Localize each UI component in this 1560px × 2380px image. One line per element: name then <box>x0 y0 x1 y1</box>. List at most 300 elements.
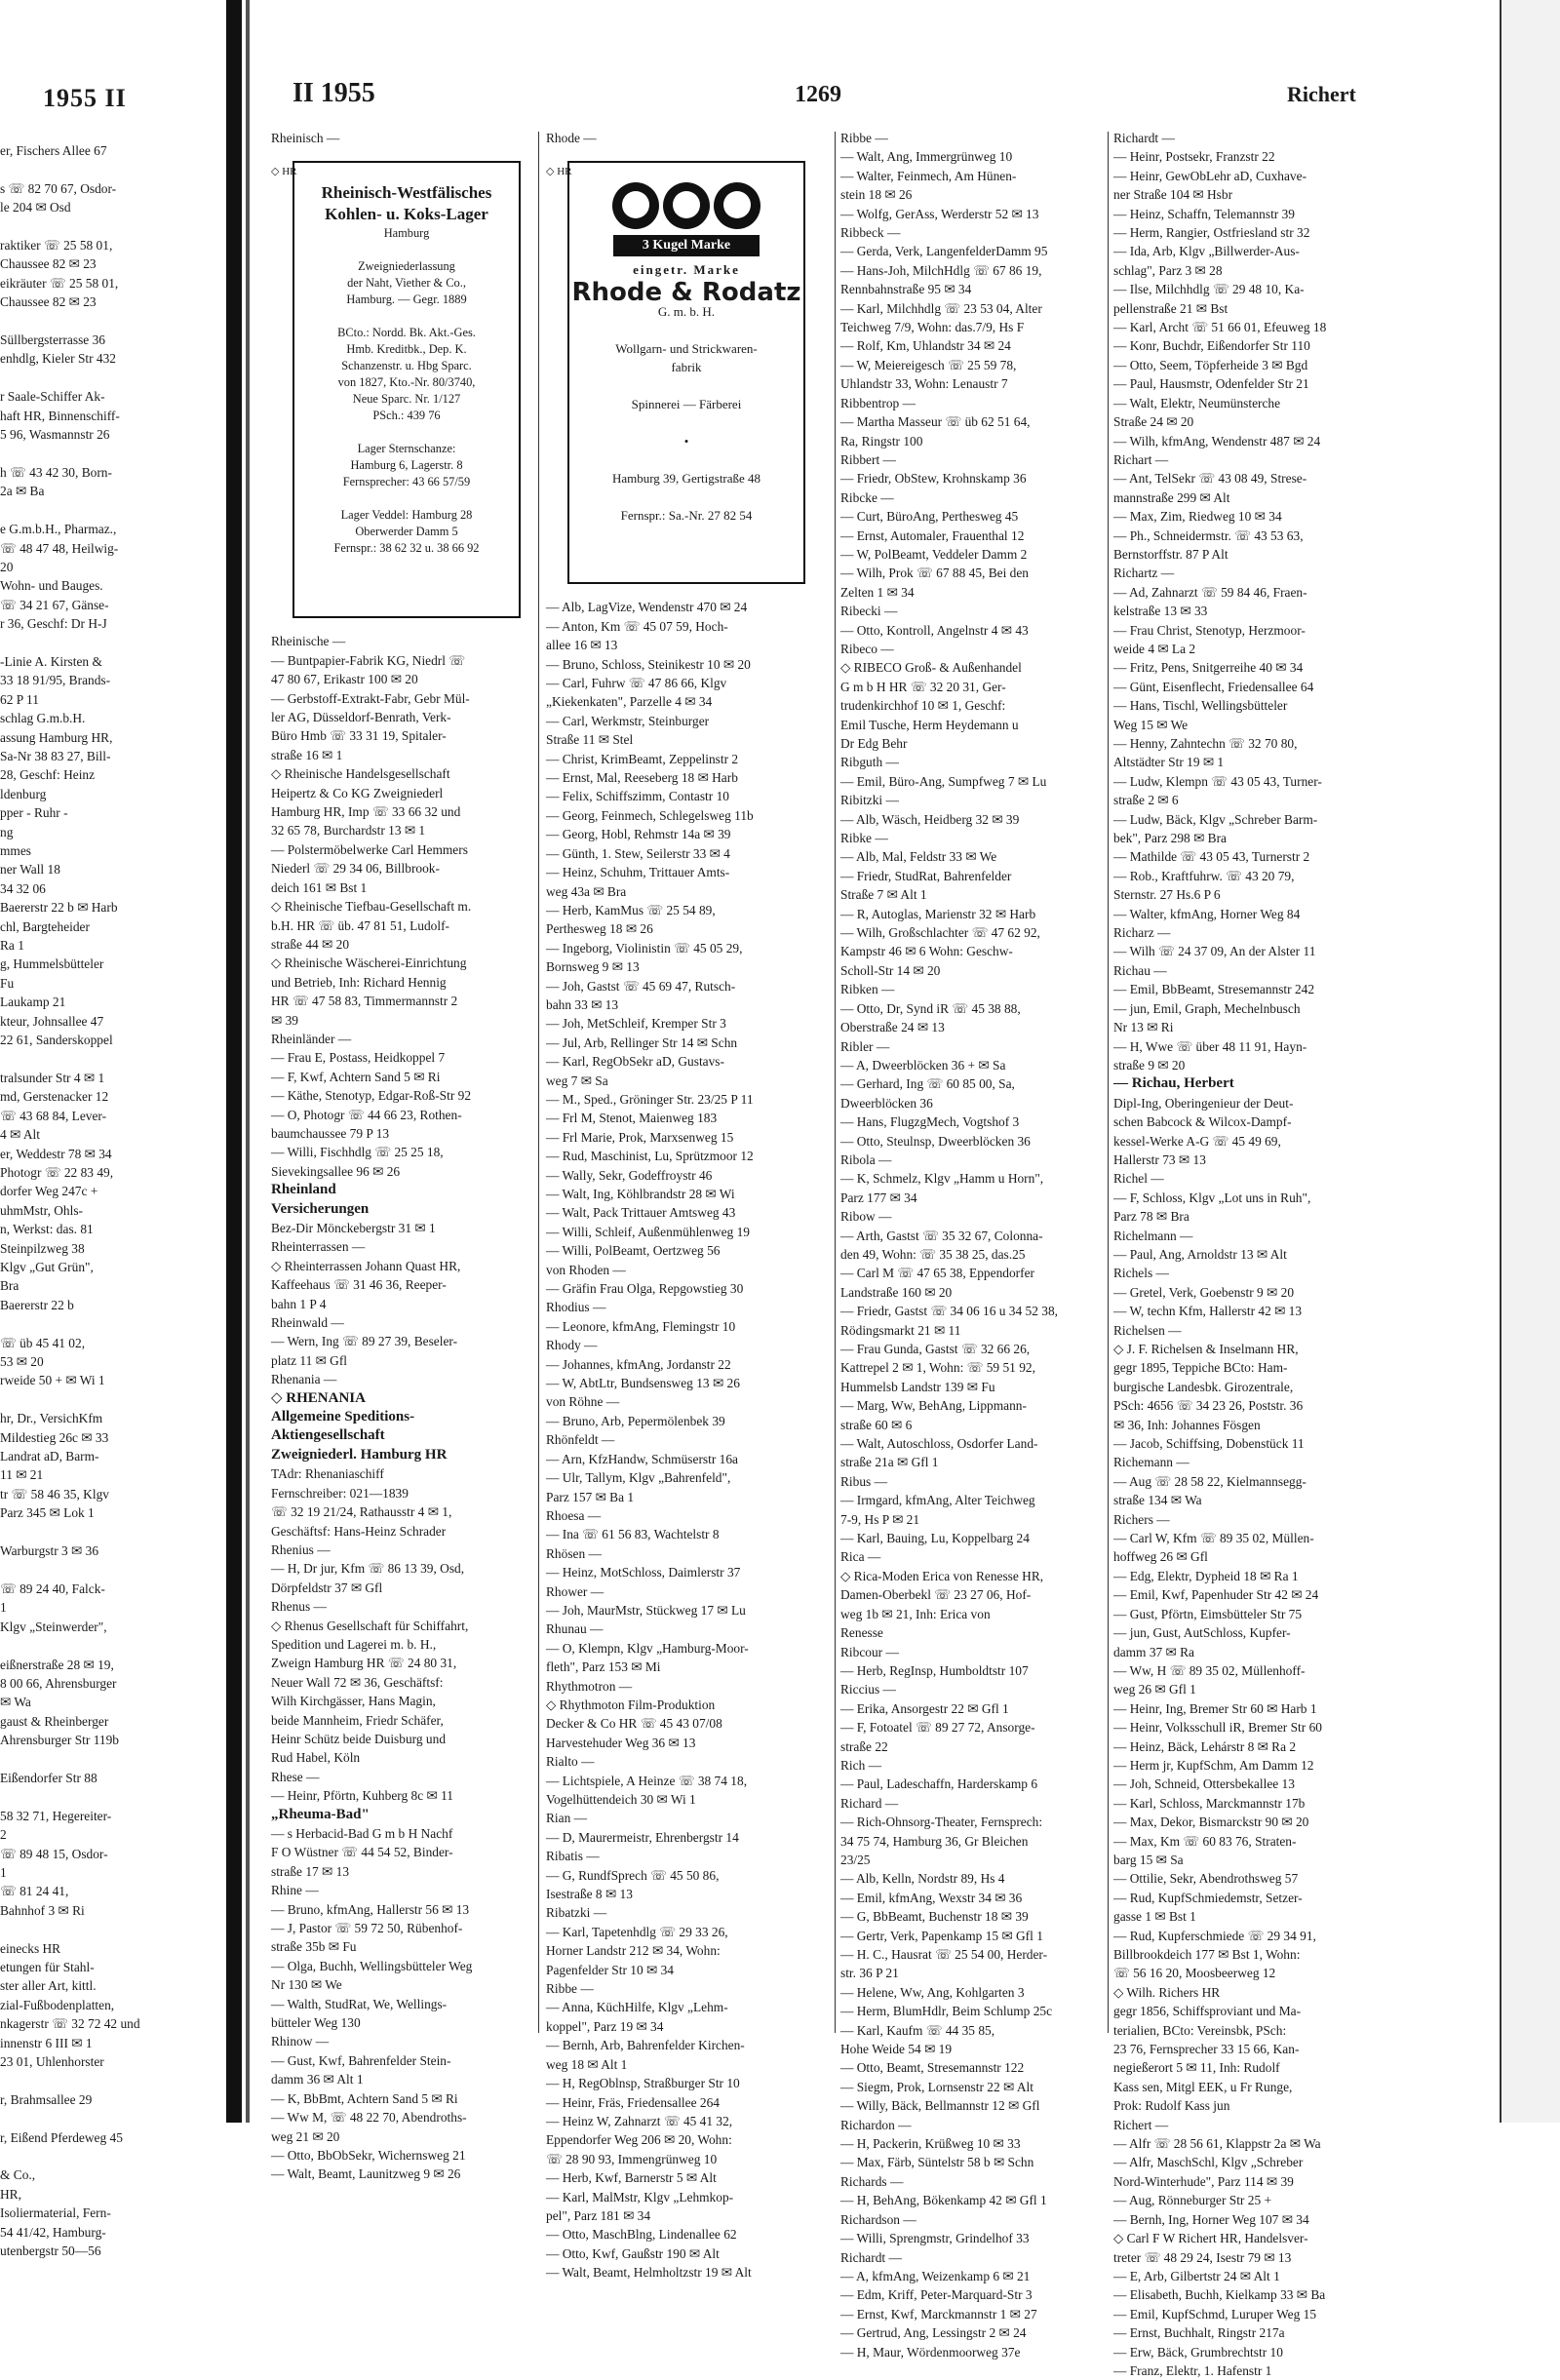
directory-entry: Emil Tusche, Herm Heydemann u <box>840 717 1019 732</box>
directory-entry: ☏ 28 90 93, Immengrünweg 10 <box>546 2151 718 2166</box>
directory-entry: Rhenus — <box>271 1599 327 1615</box>
directory-entry: barg 15 ✉ Sa <box>1113 1852 1184 1867</box>
directory-entry: — Alb, Mal, Feldstr 33 ✉ We <box>840 849 997 865</box>
directory-entry: — Franz, Elektr, 1. Hafenstr 1 <box>1113 2362 1272 2378</box>
ad-line <box>569 413 803 432</box>
directory-entry: Renesse <box>840 1625 883 1641</box>
directory-entry: — Alfr, MaschSchl, Klgv „Schreber <box>1113 2155 1304 2170</box>
directory-entry: Versicherungen <box>271 1200 370 1217</box>
directory-line: r 36, Geschf: Dr H-J <box>0 616 107 632</box>
directory-entry: Eppendorfer Weg 206 ✉ 20, Wohn: <box>546 2132 732 2148</box>
column-rule <box>538 132 539 2033</box>
directory-entry: G m b H HR ☏ 32 20 31, Ger- <box>840 679 1006 694</box>
directory-entry: Spedition und Lagerei m. b. H., <box>271 1636 437 1652</box>
column-rule <box>835 132 836 2033</box>
directory-entry: — Frau E, Postass, Heidkoppel 7 <box>271 1050 446 1066</box>
directory-line: n, Werkst: das. 81 <box>0 1222 94 1237</box>
directory-line: ng <box>0 824 14 839</box>
directory-entry: Harvestehuder Weg 36 ✉ 13 <box>546 1735 696 1750</box>
directory-line: Chaussee 82 ✉ 23 <box>0 256 97 272</box>
directory-entry: Neuer Wall 72 ✉ 36, Geschäftsf: <box>271 1674 444 1690</box>
directory-entry: — F, Kwf, Achtern Sand 5 ✉ Ri <box>271 1069 441 1084</box>
directory-entry: Bernstorffstr. 87 P Alt <box>1113 546 1228 562</box>
directory-line <box>0 1390 219 1409</box>
directory-entry: Geschäftsf: Hans-Heinz Schrader <box>271 1523 447 1539</box>
directory-entry: straße 44 ✉ 20 <box>271 936 350 952</box>
directory-line: 62 P 11 <box>0 691 39 707</box>
directory-line: Süllbergsterrasse 36 <box>0 332 105 348</box>
directory-line: 58 32 71, Hegereiter- <box>0 1808 112 1823</box>
directory-line: r, Brahmsallee 29 <box>0 2091 93 2107</box>
directory-entry: — Rob., Kraftfuhrw. ☏ 43 20 79, <box>1113 868 1295 883</box>
directory-entry: — Käthe, Stenotyp, Edgar-Roß-Str 92 <box>271 1088 472 1104</box>
directory-line <box>0 501 219 520</box>
directory-line: 2a ✉ Ba <box>0 484 45 499</box>
directory-entry: — Emil, Kwf, Papenhuder Str 42 ✉ 24 <box>1113 1587 1319 1603</box>
directory-entry: — Carl, Werkmstr, Steinburger <box>546 713 710 728</box>
advertisement-rhode-rodatz <box>546 161 805 584</box>
directory-entry: b.H. HR ☏ üb. 47 81 51, Ludolf- <box>271 917 450 933</box>
directory-entry: — Ernst, Kwf, Marckmannstr 1 ✉ 27 <box>840 2306 1037 2321</box>
directory-entry: — Heinz W, Zahnarzt ☏ 45 41 32, <box>546 2113 733 2128</box>
directory-entry: Sievekingsallee 96 ✉ 26 <box>271 1163 401 1179</box>
directory-entry: Ribow — <box>840 1209 892 1225</box>
directory-entry: — A, Dweerblöcken 36 + ✉ Sa <box>840 1057 1006 1073</box>
directory-line: schlag G.m.b.H. <box>0 711 86 726</box>
directory-entry: — Frau Christ, Stenotyp, Herzmoor- <box>1113 622 1306 638</box>
directory-entry: straße 60 ✉ 6 <box>840 1417 913 1432</box>
directory-entry: straße 17 ✉ 13 <box>271 1863 350 1879</box>
directory-entry: — Walt, Ing, Köhlbrandstr 28 ✉ Wi <box>546 1187 735 1201</box>
directory-entry: Decker & Co HR ☏ 45 43 07/08 <box>546 1716 722 1732</box>
directory-entry: — Frl M, Stenot, Maienweg 183 <box>546 1111 718 1126</box>
directory-entry: Zweign Hamburg HR ☏ 24 80 31, <box>271 1656 457 1671</box>
directory-line: Laukamp 21 <box>0 995 66 1010</box>
directory-line: 5 96, Wasmannstr 26 <box>0 427 110 443</box>
directory-entry: Ribola — <box>840 1151 892 1167</box>
directory-entry: TAdr: Rhenaniaschiff <box>271 1466 384 1482</box>
ad-line: Neue Sparc. Nr. 1/127 <box>352 392 461 407</box>
directory-entry: Landstraße 160 ✉ 20 <box>840 1284 953 1300</box>
directory-entry: — Frau Gunda, Gastst ☏ 32 66 26, <box>840 1342 1031 1356</box>
directory-entry: — Gertrud, Ang, Lessingstr 2 ✉ 24 <box>840 2325 1027 2341</box>
directory-entry: Richel — <box>1113 1171 1164 1187</box>
directory-entry: Rheinland <box>271 1182 336 1198</box>
directory-line: ✉ Wa <box>0 1695 31 1710</box>
directory-entry: damm 36 ✉ Alt 1 <box>271 2072 364 2087</box>
directory-line: Photogr ☏ 22 83 49, <box>0 1164 114 1180</box>
directory-entry: — Günt, Eisenflecht, Friedensallee 64 <box>1113 679 1314 694</box>
column-3 <box>840 129 1115 2361</box>
directory-line: einecks HR <box>0 1940 61 1956</box>
directory-entry: — Aug ☏ 28 58 22, Kielmannsegg- <box>1113 1473 1306 1489</box>
directory-entry: — s Herbacid-Bad G m b H Nachf <box>271 1826 453 1841</box>
directory-entry: und Betrieb, Inh: Richard Hennig <box>271 974 447 990</box>
ad-line: Fernsprecher: 43 66 57/59 <box>342 475 471 489</box>
directory-entry: — Irmgard, kfmAng, Alter Teichweg <box>840 1493 1035 1508</box>
directory-entry: ◇ Rhenus Gesellschaft für Schiffahrt, <box>271 1618 469 1633</box>
directory-line: zial-Fußbodenplatten, <box>0 1997 115 2012</box>
three-balls-logo <box>569 182 803 229</box>
directory-line: Bahnhof 3 ✉ Ri <box>0 1902 85 1918</box>
directory-entry: — Siegm, Prok, Lornsenstr 22 ✉ Alt <box>840 2079 1034 2094</box>
directory-entry: — Herb, Kwf, Barnerstr 5 ✉ Alt <box>546 2170 717 2186</box>
directory-entry: Hamburg HR, Imp ☏ 33 66 32 und <box>271 804 461 820</box>
ad-line: Hamburg. — Gegr. 1889 <box>346 293 467 307</box>
directory-line: r, Eißend Pferdeweg 45 <box>0 2129 123 2145</box>
directory-line <box>0 1787 219 1806</box>
directory-entry: gegr 1856, Schiffsproviant und Ma- <box>1113 2004 1302 2019</box>
directory-entry: — Heinr, Postsekr, Franzstr 22 <box>1113 149 1275 165</box>
directory-entry: — Alb, LagVize, Wendenstr 470 ✉ 24 <box>546 600 748 615</box>
directory-entry: Dr Edg Behr <box>840 736 908 751</box>
directory-line <box>0 445 219 463</box>
directory-entry: Heinr Schütz beide Duisburg und <box>271 1731 447 1746</box>
directory-entry: — Bruno, Arb, Pepermölenbek 39 <box>546 1413 725 1428</box>
directory-entry: — Leonore, kfmAng, Flemingstr 10 <box>546 1318 736 1334</box>
directory-line: eikräuter ☏ 25 58 01, <box>0 275 119 291</box>
directory-entry: Ribecki — <box>840 604 898 619</box>
ball-icon <box>714 182 760 229</box>
directory-entry: — jun, Emil, Graph, Mechelnbusch <box>1113 1000 1301 1016</box>
directory-entry: — Ernst, Buchhalt, Ringstr 217a <box>1113 2325 1285 2341</box>
directory-entry: ◇ J. F. Richelsen & Inselmann HR, <box>1113 1342 1299 1356</box>
directory-entry: Rheinwald — <box>271 1315 344 1331</box>
ad-line: G. m. b. H. <box>657 304 716 320</box>
directory-line: mmes <box>0 843 31 859</box>
directory-entry: — Ludw, Bäck, Klgv „Schreber Barm- <box>1113 811 1318 827</box>
directory-entry: Straße 11 ✉ Stel <box>546 732 634 748</box>
directory-entry: — Olga, Buchh, Wellingsbütteler Weg <box>271 1958 473 1973</box>
directory-entry: — Karl, Tapetenhdlg ☏ 29 33 26, <box>546 1924 728 1939</box>
ad-line <box>294 242 519 258</box>
directory-entry: Ribus — <box>840 1473 887 1489</box>
directory-entry: — Heinr, Pförtn, Kuhberg 8c ✉ 11 <box>271 1788 453 1804</box>
directory-entry: — Walter, Feinmech, Am Hünen- <box>840 168 1017 183</box>
directory-entry: — Otto, MaschBlng, Lindenallee 62 <box>546 2227 737 2243</box>
hr-marker: ◇ HR <box>546 166 572 178</box>
directory-entry: Rhodius — <box>546 1300 606 1315</box>
directory-entry: — Richau, Herbert <box>1113 1075 1234 1092</box>
directory-entry: — Karl, Kaufm ☏ 44 35 85, <box>840 2022 995 2038</box>
directory-entry: deich 161 ✉ Bst 1 <box>271 879 368 895</box>
directory-entry: Zweigniederl. Hamburg HR <box>271 1446 448 1463</box>
directory-entry: — Karl, Bauing, Lu, Koppelbarg 24 <box>840 1531 1030 1546</box>
directory-entry: — O, Photogr ☏ 44 66 23, Rothen- <box>271 1107 462 1122</box>
directory-entry: Ribguth — <box>840 755 899 770</box>
ad-line: Hamburg <box>383 226 430 241</box>
directory-entry: 23/25 <box>840 1852 871 1867</box>
ad-line: Fernspr.: 38 62 32 u. 38 66 92 <box>333 541 480 556</box>
directory-line: 53 ✉ 20 <box>0 1354 44 1369</box>
directory-line: ☏ 48 47 48, Heilwig- <box>0 540 119 556</box>
directory-entry: weg 1b ✉ 21, Inh: Erica von <box>840 1606 991 1621</box>
directory-line: utenbergstr 50—56 <box>0 2243 101 2259</box>
directory-entry: — Wilh, Prok ☏ 67 88 45, Bei den <box>840 566 1030 581</box>
directory-line: eißnerstraße 28 ✉ 19, <box>0 1657 114 1672</box>
directory-entry: koppel", Parz 19 ✉ 34 <box>546 2018 664 2034</box>
directory-entry: allee 16 ✉ 13 <box>546 638 618 653</box>
directory-entry: bek", Parz 298 ✉ Bra <box>1113 831 1227 846</box>
directory-entry: Rhönfeldt — <box>546 1432 615 1448</box>
directory-entry: — Gretel, Verk, Goebenstr 9 ✉ 20 <box>1113 1284 1295 1300</box>
directory-entry: Ribbert — <box>840 451 896 467</box>
directory-entry: 7-9, Hs P ✉ 21 <box>840 1511 920 1527</box>
directory-entry: — Max, Färb, Süntelstr 58 b ✉ Schn <box>840 2155 1034 2170</box>
directory-entry: Oberstraße 24 ✉ 13 <box>840 1020 945 1035</box>
directory-entry: Parz 157 ✉ Ba 1 <box>546 1489 635 1504</box>
directory-line: Sa-Nr 38 83 27, Bill- <box>0 749 111 763</box>
directory-entry: Richels — <box>1113 1266 1169 1281</box>
directory-entry: — Erw, Bäck, Grumbrechtstr 10 <box>1113 2344 1283 2360</box>
directory-entry: — Edg, Elektr, Dypheid 18 ✉ Ra 1 <box>1113 1568 1299 1583</box>
ad-line: Oberwerder Damm 5 <box>355 525 458 539</box>
directory-entry: — Herm, BlumHdlr, Beim Schlump 25c <box>840 2004 1053 2019</box>
directory-entry: — Aug, Rönneburger Str 25 + <box>1113 2193 1272 2208</box>
ad-line: Spinnerei — Färberei <box>631 397 742 412</box>
directory-line <box>0 1314 219 1333</box>
directory-entry: — Ernst, Automaler, Frauenthal 12 <box>840 527 1025 543</box>
directory-entry: baumchaussee 79 P 13 <box>271 1125 390 1141</box>
directory-entry: — Otto, Steulnsp, Dweerblöcken 36 <box>840 1133 1031 1149</box>
directory-line: 11 ✉ 21 <box>0 1467 44 1483</box>
column-2 <box>546 129 831 2282</box>
directory-entry: Richarz — <box>1113 925 1171 941</box>
directory-entry: — H, BehAng, Bökenkamp 42 ✉ Gfl 1 <box>840 2193 1047 2208</box>
directory-entry: — Wilh ☏ 24 37 09, An der Alster 11 <box>1113 944 1316 959</box>
directory-entry: str. 36 P 21 <box>840 1966 899 1981</box>
directory-entry: — Anna, KüchHilfe, Klgv „Lehm- <box>546 2000 728 2015</box>
directory-entry: — Willi, Schleif, Außenmühlenweg 19 <box>546 1224 750 1239</box>
directory-entry: — Elisabeth, Buchh, Kielkamp 33 ✉ Ba <box>1113 2287 1326 2303</box>
page-number: 1269 <box>795 82 841 107</box>
directory-line: g, Hummelsbütteler <box>0 956 104 972</box>
directory-line: ☏ 89 48 15, Osdor- <box>0 1846 108 1861</box>
directory-line: Baererstr 22 b ✉ Harb <box>0 900 118 916</box>
directory-entry: straße 2 ✉ 6 <box>1113 793 1179 808</box>
directory-entry: Rich — <box>840 1757 882 1773</box>
directory-entry: — Ludw, Klempn ☏ 43 05 43, Turner- <box>1113 773 1322 789</box>
directory-entry: — Joh, MaurMstr, Stückweg 17 ✉ Lu <box>546 1602 746 1618</box>
directory-entry: Richart — <box>1113 451 1169 467</box>
directory-entry: — Max, Km ☏ 60 83 76, Straten- <box>1113 1833 1297 1849</box>
directory-line: HR, <box>0 2186 21 2202</box>
directory-line: Klgv „Steinwerder", <box>0 1619 107 1634</box>
directory-entry: weg 21 ✉ 20 <box>271 2128 340 2144</box>
directory-entry: damm 37 ✉ Ra <box>1113 1644 1194 1659</box>
ad-line <box>294 424 519 441</box>
directory-entry: — H. C., Hausrat ☏ 25 54 00, Herder- <box>840 1947 1048 1962</box>
directory-entry: — Joh, Schneid, Ottersbekallee 13 <box>1113 1776 1295 1792</box>
directory-entry: straße 21a ✉ Gfl 1 <box>840 1455 939 1470</box>
directory-line <box>0 1750 219 1769</box>
directory-entry: ◇ RHENANIA <box>271 1389 366 1406</box>
directory-line: ldenburg <box>0 786 47 801</box>
directory-line: r Saale-Schiffer Ak- <box>0 389 105 405</box>
directory-entry: Hallerstr 73 ✉ 13 <box>1113 1151 1206 1167</box>
advertisement-kohlen-koks-lager <box>271 161 521 618</box>
brand-ribbon: 3 Kugel Marke <box>613 235 760 256</box>
directory-entry: Hummelsb Landstr 139 ✉ Fu <box>840 1379 995 1394</box>
directory-entry: — Curt, BüroAng, Perthesweg 45 <box>840 509 1019 525</box>
directory-entry: — Martha Masseur ☏ üb 62 51 64, <box>840 414 1031 430</box>
directory-entry: — Ph., Schneidermstr. ☏ 43 53 63, <box>1113 527 1304 543</box>
directory-entry: — W, PolBeamt, Veddeler Damm 2 <box>840 546 1028 562</box>
directory-entry: gegr 1895, Teppiche BCto: Ham- <box>1113 1360 1288 1376</box>
ad-line: Hamburg 39, Gertigstraße 48 <box>611 471 761 487</box>
directory-line: er, Weddestr 78 ✉ 34 <box>0 1146 112 1161</box>
directory-entry: bahn 33 ✉ 13 <box>546 996 619 1012</box>
directory-entry: Zelten 1 ✉ 34 <box>840 584 915 600</box>
directory-entry: Fernschreiber: 021—1839 <box>271 1485 409 1501</box>
directory-entry: beide Mannheim, Friedr Schäfer, <box>271 1712 444 1728</box>
directory-entry: Rhenius — <box>271 1541 331 1557</box>
book-gutter <box>226 0 242 2123</box>
directory-line: ☏ üb 45 41 02, <box>0 1335 86 1350</box>
directory-entry: — W, techn Kfm, Hallerstr 42 ✉ 13 <box>1113 1304 1303 1319</box>
directory-entry: — Ingeborg, Violinistin ☏ 45 05 29, <box>546 940 743 956</box>
directory-entry: — Helene, Ww, Ang, Kohlgarten 3 <box>840 1984 1025 2000</box>
directory-entry: — Bernh, Arb, Bahrenfelder Kirchen- <box>546 2038 745 2053</box>
directory-entry: — W, Meiereigesch ☏ 25 59 78, <box>840 357 1017 372</box>
directory-entry: — Konr, Buchdr, Eißendorfer Str 110 <box>1113 338 1310 354</box>
directory-entry: Ribbentrop — <box>840 395 916 410</box>
directory-entry: Büro Hmb ☏ 33 31 19, Spitaler- <box>271 728 447 744</box>
directory-entry: ◇ Rica-Moden Erica von Renesse HR, <box>840 1568 1044 1583</box>
directory-entry: Wilh Kirchgässer, Hans Magin, <box>271 1694 436 1709</box>
directory-entry: weg 18 ✉ Alt 1 <box>546 2056 628 2072</box>
directory-entry: Nord-Winterhude", Parz 114 ✉ 39 <box>1113 2173 1294 2189</box>
section-heading: Rheinisch — <box>271 131 340 145</box>
directory-entry: — Gräfin Frau Olga, Repgowstieg 30 <box>546 1281 744 1297</box>
directory-line: Eißendorfer Str 88 <box>0 1770 98 1785</box>
directory-entry: — Herb, RegInsp, Humboldtstr 107 <box>840 1662 1029 1678</box>
directory-entry: — Walth, StudRat, We, Wellings- <box>271 1996 448 2011</box>
directory-entry: Rica — <box>840 1549 881 1565</box>
directory-line: tralsunder Str 4 ✉ 1 <box>0 1070 105 1085</box>
ad-line: Hmb. Kreditbk., Dep. K. <box>346 342 467 357</box>
directory-entry: — J, Pastor ☏ 59 72 50, Rübenhof- <box>271 1921 463 1936</box>
directory-entry: Kampstr 46 ✉ 6 Wohn: Geschw- <box>840 944 1013 959</box>
directory-entry: — Ernst, Mal, Reeseberg 18 ✉ Harb <box>546 770 738 786</box>
directory-entry: — Heinz, Bäck, Lehárstr 8 ✉ Ra 2 <box>1113 1738 1297 1754</box>
directory-entry: weg 26 ✉ Gfl 1 <box>1113 1682 1196 1697</box>
directory-line <box>0 634 219 652</box>
directory-entry: — Herm, Rangier, Ostfriesland str 32 <box>1113 225 1310 241</box>
directory-line: Baererstr 22 b <box>0 1297 74 1312</box>
directory-line: ☏ 89 24 40, Falck- <box>0 1580 105 1596</box>
directory-line: & Co., <box>0 2167 36 2183</box>
directory-entry: Heipertz & Co KG Zweigniederl <box>271 785 444 800</box>
directory-entry: — Karl, RegObSekr aD, Gustavs- <box>546 1054 724 1070</box>
running-header-left: II 1955 <box>292 78 375 108</box>
directory-entry: — Joh, MetSchleif, Kremper Str 3 <box>546 1016 726 1032</box>
ad-line: Lager Sternschanze: <box>357 442 456 456</box>
directory-line: rweide 50 + ✉ Wi 1 <box>0 1373 105 1388</box>
directory-entry: Damen-Oberbekl ☏ 23 27 06, Hof- <box>840 1587 1032 1603</box>
directory-line <box>0 312 219 331</box>
directory-entry: — Gertr, Verk, Papenkamp 15 ✉ Gfl 1 <box>840 1928 1043 1943</box>
directory-entry: ◇ Rheinische Wäscherei-Einrichtung <box>271 956 467 971</box>
ad-line: Lager Veddel: Hamburg 28 <box>340 508 473 523</box>
directory-entry: Ribken — <box>840 982 895 997</box>
directory-entry: — Willi, Fischhdlg ☏ 25 25 18, <box>271 1145 444 1160</box>
directory-entry: weide 4 ✉ La 2 <box>1113 641 1196 656</box>
directory-line: 23 01, Uhlenhorster <box>0 2054 104 2070</box>
directory-entry: pel", Parz 181 ✉ 34 <box>546 2207 651 2223</box>
directory-entry: — Anton, Km ☏ 45 07 59, Hoch- <box>546 618 728 634</box>
directory-entry: — F, Schloss, Klgv „Lot uns in Ruh", <box>1113 1190 1311 1205</box>
directory-entry: gasse 1 ✉ Bst 1 <box>1113 1909 1196 1925</box>
directory-entry: ler AG, Düsseldorf-Benrath, Verk- <box>271 710 451 725</box>
directory-line: Warburgstr 3 ✉ 36 <box>0 1543 99 1559</box>
directory-entry: — Frl Marie, Prok, Marxsenweg 15 <box>546 1129 734 1145</box>
directory-entry: Vogelhüttendeich 30 ✉ Wi 1 <box>546 1792 696 1807</box>
directory-entry: Perthesweg 18 ✉ 26 <box>546 921 653 937</box>
directory-entry: — Alb, Kelln, Nordstr 89, Hs 4 <box>840 1871 1005 1887</box>
directory-entry: Rhower — <box>546 1583 604 1599</box>
directory-entry: Rialto — <box>546 1754 595 1770</box>
directory-page <box>263 0 1494 2378</box>
directory-line: 22 61, Sanderskoppel <box>0 1033 113 1048</box>
directory-line <box>0 2147 219 2165</box>
directory-entry: Richers — <box>1113 1511 1170 1527</box>
directory-line: 33 18 91/95, Brands- <box>0 673 111 688</box>
directory-line: Steinpilzweg 38 <box>0 1240 85 1256</box>
directory-entry: Richardt — <box>1113 131 1175 145</box>
ad-line <box>294 308 519 325</box>
directory-entry: — Felix, Schiffszimm, Contastr 10 <box>546 789 729 804</box>
directory-entry: 32 65 78, Burchardstr 13 ✉ 1 <box>271 823 426 839</box>
directory-entry: mannstraße 299 ✉ Alt <box>1113 489 1230 505</box>
company-name: Rhode & Rodatz <box>571 277 801 307</box>
directory-entry: — Carl W, Kfm ☏ 89 35 02, Müllen- <box>1113 1531 1314 1546</box>
directory-entry: — Rich-Ohnsorg-Theater, Fernsprech: <box>840 1814 1043 1830</box>
directory-entry: Richards — <box>840 2173 904 2189</box>
directory-entry: — Heinr, Ing, Bremer Str 60 ✉ Harb 1 <box>1113 1700 1317 1716</box>
directory-entry: 23 76, Fernsprecher 33 15 66, Kan- <box>1113 2042 1300 2057</box>
directory-entry: Ribcke — <box>840 489 894 505</box>
column-4 <box>1113 129 1363 2380</box>
directory-line: 20 <box>0 559 14 574</box>
directory-entry: Dörpfeldstr 37 ✉ Gfl <box>271 1580 383 1595</box>
directory-entry: — W, AbtLtr, Bundsensweg 13 ✉ 26 <box>546 1376 740 1391</box>
directory-entry: Allgemeine Speditions- <box>271 1409 415 1425</box>
directory-entry: — F, Fotoatel ☏ 89 27 72, Ansorge- <box>840 1720 1035 1736</box>
directory-entry: bütteler Weg 130 <box>271 2015 361 2031</box>
directory-entry: — Hans-Joh, MilchHdlg ☏ 67 86 19, <box>840 262 1042 278</box>
directory-entry: Rhythmotron — <box>546 1678 633 1694</box>
directory-entry: — Herb, KamMus ☏ 25 54 89, <box>546 902 716 917</box>
directory-entry: — Max, Dekor, Bismarckstr 90 ✉ 20 <box>1113 1814 1309 1830</box>
directory-entry: ✉ 36, Inh: Johannes Fösgen <box>1113 1417 1261 1432</box>
directory-entry: kessel-Werke A-G ☏ 45 49 69, <box>1113 1133 1281 1149</box>
directory-entry: treter ☏ 48 29 24, Isestr 79 ✉ 13 <box>1113 2249 1292 2265</box>
directory-line: 1 <box>0 1864 7 1880</box>
directory-entry: Nr 13 ✉ Ri <box>1113 1020 1174 1035</box>
directory-entry: — Walter, kfmAng, Horner Weg 84 <box>1113 906 1301 921</box>
directory-line: Mildestieg 26c ✉ 33 <box>0 1429 109 1445</box>
ad-line <box>569 376 803 395</box>
ad-line: Zweigniederlassung <box>358 259 455 274</box>
directory-entry: Richelsen — <box>1113 1322 1182 1338</box>
directory-entry: ◇ Rheinische Tiefbau-Gesellschaft m. <box>271 899 472 915</box>
directory-entry: — Carl M ☏ 47 65 38, Eppendorfer <box>840 1266 1034 1281</box>
directory-entry: — Jacob, Schiffsing, Dobenstück 11 <box>1113 1436 1305 1452</box>
running-header <box>263 78 1355 117</box>
directory-entry: Ribcour — <box>840 1644 899 1659</box>
directory-entry: — Walt, Elektr, Neumünsterche <box>1113 395 1281 410</box>
